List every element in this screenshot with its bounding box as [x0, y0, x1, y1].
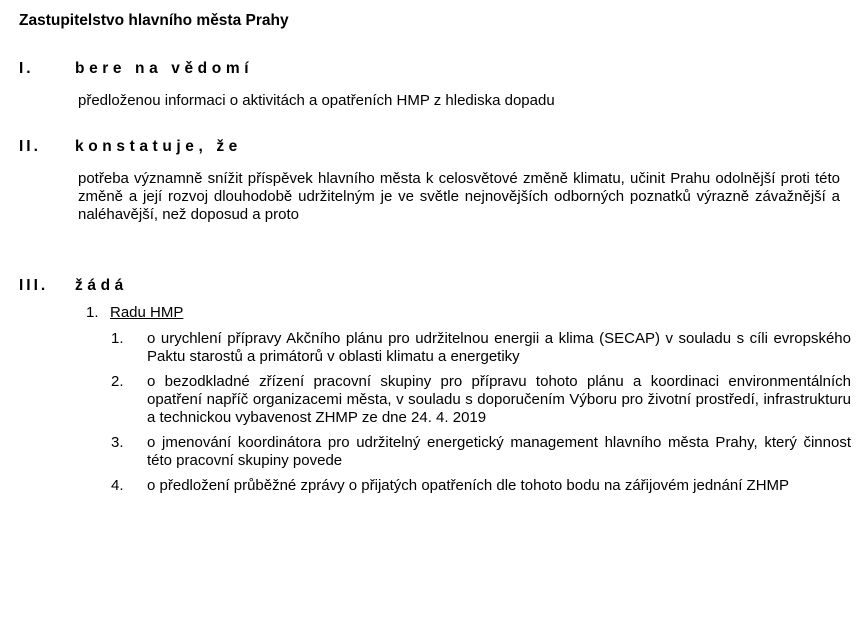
section-verb: žádá [75, 277, 128, 294]
addressee-number: 1. [86, 304, 99, 321]
list-item-number: 4. [111, 477, 124, 494]
section-text-2: potřeba významně snížit příspěvek hlavního města k celosvětové změně klimatu, učinit Prahu odolnější proti této změně a její rozvoj dlouhodobě udržitelným je ve světle nejnovějších odborných poznatků výrazně závažnější a naléhavější, než doposud a proto [78, 170, 840, 223]
list-item [111, 477, 851, 495]
section-verb: konstatuje, že [75, 138, 242, 155]
list-item [111, 330, 851, 366]
document-title: Zastupitelstvo hlavního města Prahy [19, 12, 289, 29]
addressee-line [86, 304, 183, 322]
section-number: I. [19, 60, 34, 77]
list-item-number: 2. [111, 373, 124, 390]
list-item [111, 434, 851, 470]
section-text-1: předloženou informaci o aktivitách a opatřeních HMP z hlediska dopadu [78, 92, 555, 109]
section-heading-3 [19, 277, 128, 295]
request-list [111, 330, 851, 502]
list-item-text: o urychlení přípravy Akčního plánu pro udržitelnou energii a klima (SECAP) v souladu s cíli evropského Paktu starostů a primátorů v oblasti klimatu a energetiky [147, 330, 851, 365]
list-item-number: 1. [111, 330, 124, 347]
list-item-text: o bezodkladné zřízení pracovní skupiny pro přípravu tohoto plánu a koordinaci environmentálních opatření napříč organizacemi města, v souladu s doporučením Výboru pro životní prostředí, infrastrukturu a technickou vybavenost ZHMP ze dne 24. 4. 2019 [147, 373, 851, 426]
section-heading-2 [19, 138, 242, 156]
list-item [111, 373, 851, 427]
section-heading-1 [19, 60, 253, 78]
section-number: III. [19, 277, 49, 294]
section-number: II. [19, 138, 41, 155]
addressee-label: Radu HMP [110, 304, 184, 321]
list-item-text: o předložení průběžné zprávy o přijatých opatřeních dle tohoto bodu na zářijovém jednání ZHMP [147, 477, 790, 494]
list-item-text: o jmenování koordinátora pro udržitelný energetický management hlavního města Prahy, který činnost této pracovní skupiny povede [147, 434, 851, 469]
list-item-number: 3. [111, 434, 124, 451]
section-verb: bere na vědomí [75, 60, 254, 77]
